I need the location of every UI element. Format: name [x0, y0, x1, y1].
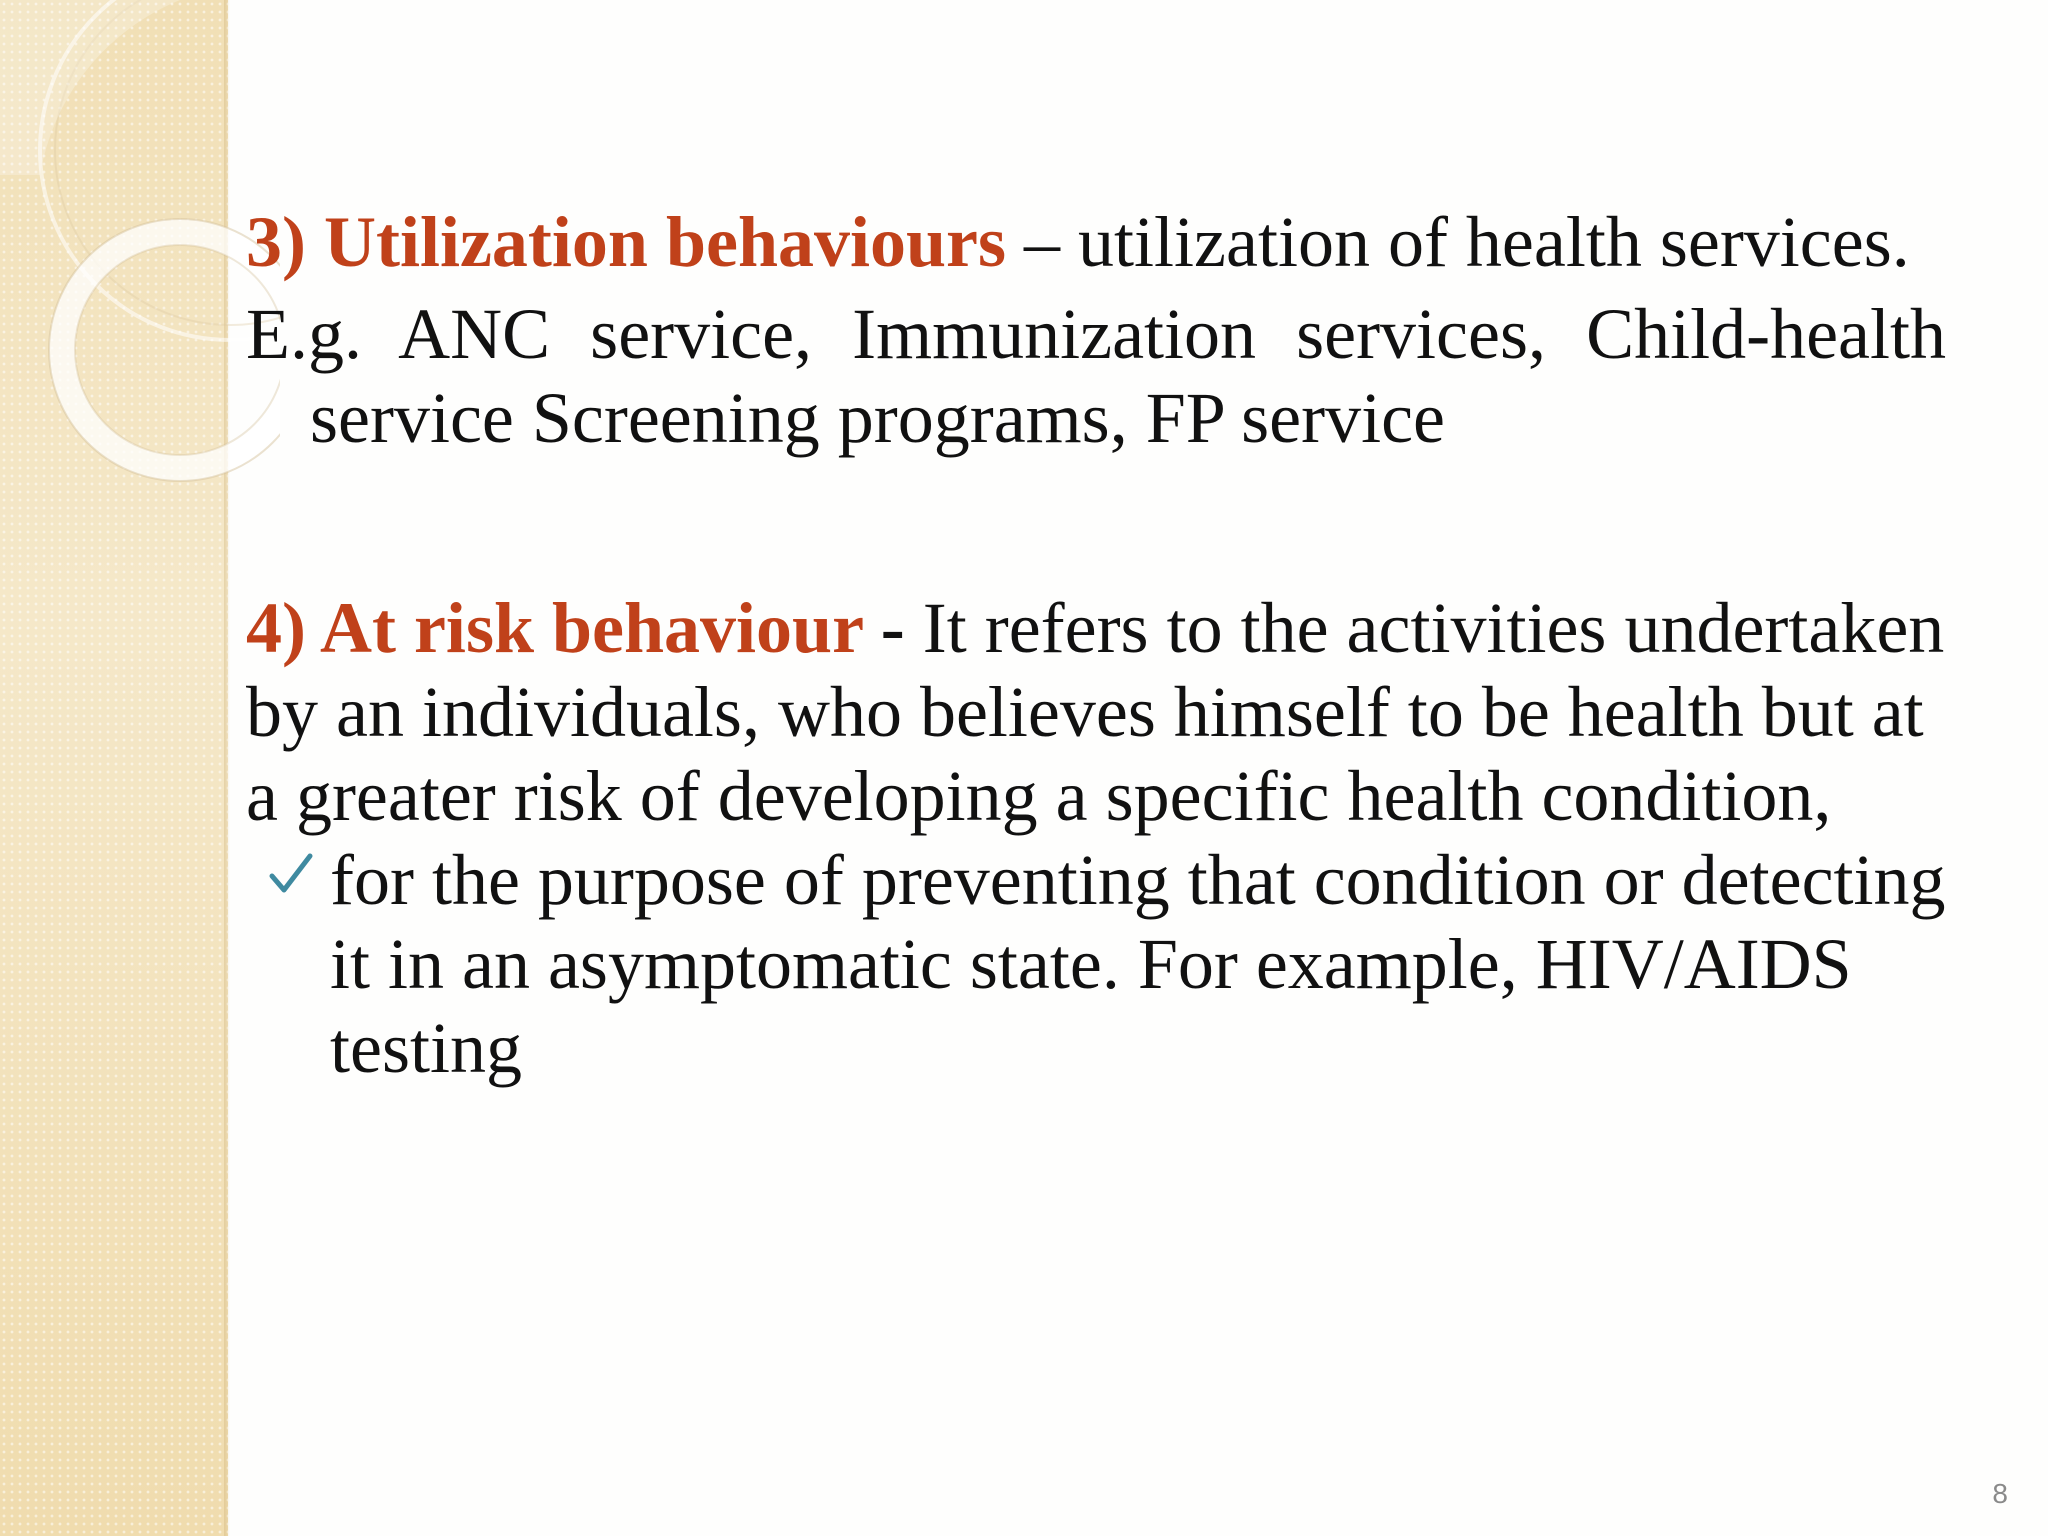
slide-content [246, 200, 1946, 1090]
at-risk-separator: - [862, 588, 923, 668]
bullet-text: for the purpose of preventing that condition or detecting it in an asymptomatic state. For example, HIV/AIDS testing [330, 840, 1946, 1088]
utilization-behaviours-paragraph [246, 200, 1946, 284]
at-risk-behaviour-paragraph [246, 586, 1946, 838]
bullet-list-item [246, 838, 1946, 1090]
utilization-examples-paragraph: E.g. ANC service, Immunization services, Child-health service Screening programs, FP service [246, 294, 1946, 458]
at-risk-behaviour-definition: It refers to the activities undertaken by an individuals, who believes himself to be health but at a greater risk of developing a specific health condition, [246, 588, 1945, 836]
decorative-rings [0, 0, 280, 520]
utilization-behaviours-definition: utilization of health services. [1078, 202, 1910, 282]
checkmark-icon [266, 850, 314, 898]
page-number: 8 [1992, 1478, 2008, 1509]
utilization-separator: – [1006, 202, 1079, 282]
at-risk-behaviour-heading: 4) At risk behaviour [246, 588, 863, 668]
utilization-behaviours-heading: 3) Utilization behaviours [246, 202, 1007, 282]
